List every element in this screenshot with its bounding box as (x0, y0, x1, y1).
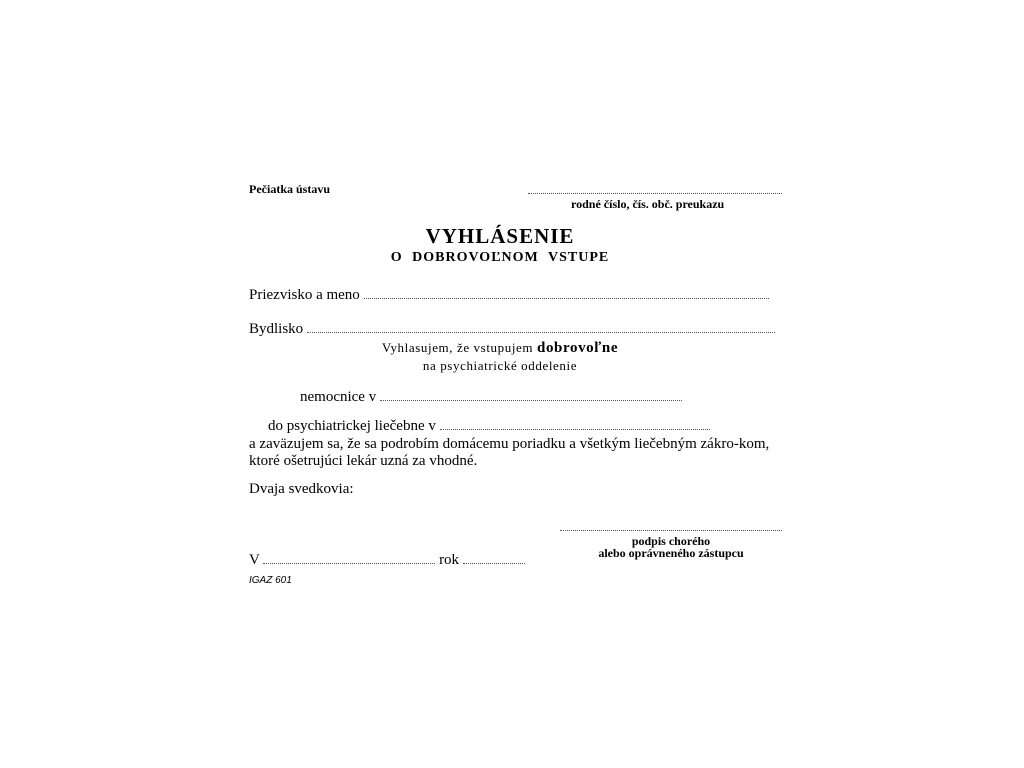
hospital-field-line[interactable] (380, 399, 682, 401)
declaration-prefix: Vyhlasujem, že vstupujem (381, 340, 534, 355)
declaration-text (0, 339, 1000, 374)
address-field-line[interactable] (307, 331, 775, 333)
clinic-field-row (268, 418, 710, 435)
name-field-label: Priezvisko a meno (249, 287, 360, 303)
address-field-row (249, 321, 775, 338)
form-code: IGAZ 601 (249, 575, 292, 586)
name-field-row (249, 287, 769, 304)
institution-stamp-label: Pečiatka ústavu (249, 182, 330, 196)
place-date-row (249, 552, 525, 569)
id-number-field-line[interactable] (528, 193, 782, 194)
declaration-voluntary-word: dobrovoľne (537, 340, 619, 356)
place-label: V (249, 552, 260, 568)
name-field-line[interactable] (364, 297, 769, 299)
witnesses-label: Dvaja svedkovia: (249, 481, 354, 497)
signature-caption-line-1: podpis chorého (631, 534, 711, 548)
declaration-line-1 (0, 339, 1000, 357)
signature-caption-line-2: alebo oprávneného zástupcu (598, 546, 744, 560)
id-number-caption: rodné číslo, čís. obč. preukazu (571, 197, 725, 211)
year-field-line[interactable] (463, 562, 525, 564)
hospital-field-label: nemocnice v (300, 389, 377, 405)
commitment-paragraph: a zaväzujem sa, že sa podrobím domácemu poriadku a všetkým liečebným zákro-kom, ktoré ošetrujúci lekár uzná za vhodné. (249, 436, 770, 469)
clinic-field-line[interactable] (440, 428, 710, 430)
document-title: VYHLÁSENIE (425, 224, 575, 248)
address-field-label: Bydlisko (249, 321, 304, 337)
document-subtitle: O DOBROVOĽNOM VSTUPE (390, 250, 610, 265)
year-label: rok (439, 552, 460, 568)
declaration-line-2: na psychiatrické oddelenie (422, 358, 578, 373)
clinic-field-label: do psychiatrickej liečebne v (268, 418, 436, 434)
place-field-line[interactable] (263, 562, 435, 564)
signature-field-line[interactable] (560, 530, 782, 531)
signature-caption (560, 535, 782, 559)
hospital-field-row (300, 389, 682, 406)
